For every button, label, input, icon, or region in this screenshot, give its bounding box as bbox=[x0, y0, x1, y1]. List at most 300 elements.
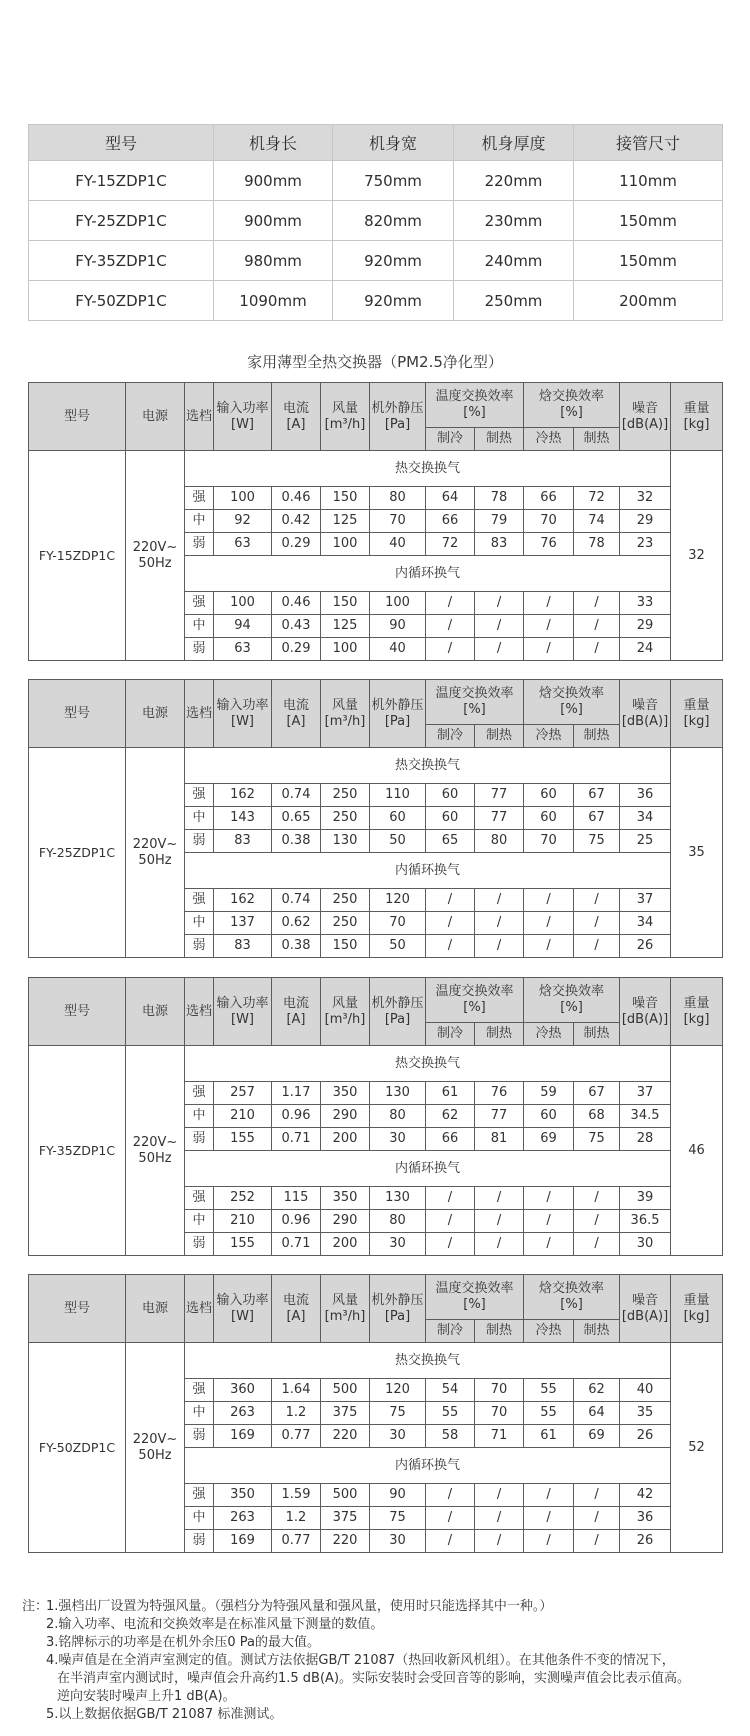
cell-line: 风量 bbox=[331, 995, 358, 1011]
mode-label-heat-exchange: 热交换换气 bbox=[185, 1343, 671, 1379]
dimension-header-row bbox=[29, 125, 723, 161]
airflow-cell: 500 bbox=[321, 1484, 370, 1507]
noise-cell: 40 bbox=[620, 1379, 671, 1402]
spec-header-row-1 bbox=[29, 383, 723, 428]
enthalpy-heating-cell: / bbox=[574, 1484, 620, 1507]
temp-heating-cell: / bbox=[475, 592, 524, 615]
header-static-pressure bbox=[370, 383, 426, 451]
enthalpy-heating-cell: 69 bbox=[574, 1425, 620, 1448]
enthalpy-cooling-cell: / bbox=[524, 1530, 574, 1553]
static-pressure-cell: 40 bbox=[370, 638, 426, 661]
header-enthalpy-efficiency bbox=[524, 383, 620, 428]
speed-cell: 弱 bbox=[185, 1128, 214, 1151]
static-pressure-cell: 60 bbox=[370, 807, 426, 830]
temp-cooling-cell: 60 bbox=[426, 784, 475, 807]
enthalpy-heating-cell: 67 bbox=[574, 1082, 620, 1105]
input-power-cell: 137 bbox=[214, 912, 272, 935]
current-cell: 0.29 bbox=[272, 638, 321, 661]
cell-line: [m³/h] bbox=[324, 1308, 366, 1324]
input-power-cell: 100 bbox=[214, 592, 272, 615]
airflow-cell: 250 bbox=[321, 784, 370, 807]
noise-cell: 37 bbox=[620, 1082, 671, 1105]
enthalpy-cooling-cell: / bbox=[524, 1507, 574, 1530]
static-pressure-cell: 30 bbox=[370, 1233, 426, 1256]
static-pressure-cell: 90 bbox=[370, 615, 426, 638]
enthalpy-cooling-cell: 61 bbox=[524, 1425, 574, 1448]
enthalpy-cooling-cell: 55 bbox=[524, 1402, 574, 1425]
noise-cell: 32 bbox=[620, 487, 671, 510]
cell-thickness: 240mm bbox=[454, 241, 574, 281]
enthalpy-heating-cell: 62 bbox=[574, 1379, 620, 1402]
cell-thickness: 220mm bbox=[454, 161, 574, 201]
cell-duct-size: 150mm bbox=[574, 241, 723, 281]
current-cell: 1.2 bbox=[272, 1402, 321, 1425]
cell-line: 重量 bbox=[683, 995, 710, 1011]
weight-cell: 35 bbox=[671, 748, 723, 958]
cell-line: [A] bbox=[286, 713, 306, 729]
header-enthalpy-heating: 制热 bbox=[574, 428, 620, 451]
cell-line: [dB(A)] bbox=[621, 1011, 669, 1027]
airflow-cell: 125 bbox=[321, 615, 370, 638]
input-power-cell: 94 bbox=[214, 615, 272, 638]
cell-thickness: 250mm bbox=[454, 281, 574, 321]
header-temp-cooling: 制冷 bbox=[426, 1023, 475, 1046]
noise-cell: 34 bbox=[620, 807, 671, 830]
note-line: 4.噪声值是在全消声室测定的值。测试方法依据GB/T 21087（热回收新风机组）。在其他条件不变的情况下， bbox=[46, 1653, 675, 1668]
temp-heating-cell: 80 bbox=[475, 830, 524, 853]
temp-heating-cell: / bbox=[475, 1530, 524, 1553]
input-power-cell: 169 bbox=[214, 1425, 272, 1448]
cell-duct-size: 110mm bbox=[574, 161, 723, 201]
current-cell: 0.74 bbox=[272, 889, 321, 912]
cell-line: 重量 bbox=[683, 697, 710, 713]
input-power-cell: 210 bbox=[214, 1105, 272, 1128]
temp-heating-cell: / bbox=[475, 1484, 524, 1507]
current-cell: 0.43 bbox=[272, 615, 321, 638]
static-pressure-cell: 70 bbox=[370, 510, 426, 533]
weight-cell: 52 bbox=[671, 1343, 723, 1553]
input-power-cell: 169 bbox=[214, 1530, 272, 1553]
static-pressure-cell: 80 bbox=[370, 487, 426, 510]
temp-cooling-cell: 60 bbox=[426, 807, 475, 830]
temp-cooling-cell: / bbox=[426, 1233, 475, 1256]
header-airflow bbox=[321, 1275, 370, 1343]
airflow-cell: 150 bbox=[321, 487, 370, 510]
enthalpy-cooling-cell: 60 bbox=[524, 807, 574, 830]
cell-line: 风量 bbox=[331, 697, 358, 713]
cell-line: [%] bbox=[560, 1297, 583, 1312]
airflow-cell: 130 bbox=[321, 830, 370, 853]
spec-header bbox=[29, 1275, 723, 1343]
input-power-cell: 100 bbox=[214, 487, 272, 510]
header-input-power bbox=[214, 978, 272, 1046]
header-speed: 选档 bbox=[185, 680, 214, 748]
note-line: 3.铭牌标示的功率是在机外余压0 Pa的最大值。 bbox=[46, 1635, 321, 1650]
enthalpy-cooling-cell: / bbox=[524, 592, 574, 615]
mode-row bbox=[29, 1046, 723, 1082]
enthalpy-heating-cell: / bbox=[574, 935, 620, 958]
airflow-cell: 250 bbox=[321, 912, 370, 935]
cell-thickness: 230mm bbox=[454, 201, 574, 241]
cell-line: 220V~ bbox=[132, 1431, 178, 1447]
enthalpy-cooling-cell: 59 bbox=[524, 1082, 574, 1105]
mode-label-heat-exchange: 热交换换气 bbox=[185, 1046, 671, 1082]
temp-heating-cell: 77 bbox=[475, 807, 524, 830]
header-thickness: 机身厚度 bbox=[454, 125, 574, 161]
airflow-cell: 200 bbox=[321, 1128, 370, 1151]
note-line: 1.强档出厂设置为特强风量。（强档分为特强风量和强风量，使用时只能选择其中一种。） bbox=[46, 1599, 553, 1614]
static-pressure-cell: 30 bbox=[370, 1530, 426, 1553]
enthalpy-cooling-cell: / bbox=[524, 1233, 574, 1256]
cell-model: FY-35ZDP1C bbox=[29, 241, 214, 281]
cell-model: FY-50ZDP1C bbox=[29, 281, 214, 321]
spec-table bbox=[28, 679, 723, 958]
model-cell: FY-25ZDP1C bbox=[29, 748, 126, 958]
cell-line: 噪音 bbox=[632, 697, 659, 713]
cell-line: 温度交换效率 bbox=[435, 686, 514, 701]
noise-cell: 37 bbox=[620, 889, 671, 912]
noise-cell: 26 bbox=[620, 1530, 671, 1553]
header-temp-heating: 制热 bbox=[475, 725, 524, 748]
power-supply-cell bbox=[126, 1343, 185, 1553]
cell-line: 重量 bbox=[683, 400, 710, 416]
cell-line: [W] bbox=[231, 1011, 254, 1027]
current-cell: 0.62 bbox=[272, 912, 321, 935]
header-noise bbox=[620, 1275, 671, 1343]
enthalpy-heating-cell: / bbox=[574, 1530, 620, 1553]
cell-line: 50Hz bbox=[138, 555, 172, 571]
model-cell: FY-15ZDP1C bbox=[29, 451, 126, 661]
header-input-power bbox=[214, 1275, 272, 1343]
static-pressure-cell: 90 bbox=[370, 1484, 426, 1507]
speed-cell: 强 bbox=[185, 784, 214, 807]
header-speed: 选档 bbox=[185, 1275, 214, 1343]
header-model: 型号 bbox=[29, 680, 126, 748]
noise-cell: 24 bbox=[620, 638, 671, 661]
static-pressure-cell: 40 bbox=[370, 533, 426, 556]
enthalpy-heating-cell: / bbox=[574, 889, 620, 912]
cell-line: 50Hz bbox=[138, 1150, 172, 1166]
header-noise bbox=[620, 680, 671, 748]
enthalpy-cooling-cell: 60 bbox=[524, 784, 574, 807]
cell-line: 焓交换效率 bbox=[539, 389, 605, 404]
enthalpy-cooling-cell: / bbox=[524, 1187, 574, 1210]
table-row bbox=[29, 281, 723, 321]
temp-heating-cell: / bbox=[475, 1507, 524, 1530]
temp-heating-cell: / bbox=[475, 638, 524, 661]
static-pressure-cell: 30 bbox=[370, 1128, 426, 1151]
header-temperature-efficiency bbox=[426, 680, 524, 725]
current-cell: 0.96 bbox=[272, 1105, 321, 1128]
cell-line: 重量 bbox=[683, 1292, 710, 1308]
mode-label-recirculation: 内循环换气 bbox=[185, 1151, 671, 1187]
static-pressure-cell: 50 bbox=[370, 935, 426, 958]
static-pressure-cell: 120 bbox=[370, 889, 426, 912]
header-temperature-efficiency bbox=[426, 383, 524, 428]
cell-line: 输入功率 bbox=[216, 697, 269, 713]
noise-cell: 34 bbox=[620, 912, 671, 935]
spec-body bbox=[29, 1343, 723, 1553]
current-cell: 0.29 bbox=[272, 533, 321, 556]
weight-cell: 32 bbox=[671, 451, 723, 661]
temp-cooling-cell: / bbox=[426, 1187, 475, 1210]
airflow-cell: 375 bbox=[321, 1507, 370, 1530]
cell-line: [m³/h] bbox=[324, 1011, 366, 1027]
cell-width: 920mm bbox=[333, 241, 454, 281]
temp-heating-cell: / bbox=[475, 889, 524, 912]
speed-cell: 强 bbox=[185, 1484, 214, 1507]
speed-cell: 中 bbox=[185, 912, 214, 935]
speed-cell: 强 bbox=[185, 1082, 214, 1105]
cell-line: 温度交换效率 bbox=[435, 389, 514, 404]
temp-cooling-cell: / bbox=[426, 889, 475, 912]
spec-body bbox=[29, 451, 723, 661]
enthalpy-cooling-cell: 70 bbox=[524, 510, 574, 533]
input-power-cell: 252 bbox=[214, 1187, 272, 1210]
enthalpy-heating-cell: / bbox=[574, 1233, 620, 1256]
airflow-cell: 350 bbox=[321, 1187, 370, 1210]
header-power-supply: 电源 bbox=[126, 383, 185, 451]
header-temp-cooling: 制冷 bbox=[426, 1320, 475, 1343]
noise-cell: 34.5 bbox=[620, 1105, 671, 1128]
input-power-cell: 83 bbox=[214, 935, 272, 958]
noise-cell: 30 bbox=[620, 1233, 671, 1256]
temp-heating-cell: 76 bbox=[475, 1082, 524, 1105]
static-pressure-cell: 75 bbox=[370, 1507, 426, 1530]
enthalpy-heating-cell: 75 bbox=[574, 1128, 620, 1151]
header-current bbox=[272, 978, 321, 1046]
model-cell: FY-50ZDP1C bbox=[29, 1343, 126, 1553]
noise-cell: 36 bbox=[620, 784, 671, 807]
temp-heating-cell: / bbox=[475, 935, 524, 958]
enthalpy-cooling-cell: / bbox=[524, 1210, 574, 1233]
header-airflow bbox=[321, 978, 370, 1046]
cell-width: 920mm bbox=[333, 281, 454, 321]
input-power-cell: 162 bbox=[214, 784, 272, 807]
enthalpy-heating-cell: 72 bbox=[574, 487, 620, 510]
cell-line: [W] bbox=[231, 416, 254, 432]
header-temp-heating: 制热 bbox=[475, 428, 524, 451]
mode-label-recirculation: 内循环换气 bbox=[185, 556, 671, 592]
spec-header-row-1 bbox=[29, 978, 723, 1023]
enthalpy-heating-cell: / bbox=[574, 1507, 620, 1530]
dimension-table bbox=[28, 124, 723, 321]
noise-cell: 42 bbox=[620, 1484, 671, 1507]
cell-line: 电流 bbox=[282, 1292, 309, 1308]
note-line: 在半消声室内测试时，噪声值会升高约1.5 dB(A)。实际安装时会受回音等的影响，实测噪声值会比表示值高。 bbox=[57, 1671, 691, 1686]
enthalpy-heating-cell: 78 bbox=[574, 533, 620, 556]
airflow-cell: 220 bbox=[321, 1530, 370, 1553]
airflow-cell: 150 bbox=[321, 935, 370, 958]
cell-line: 机外静压 bbox=[371, 995, 424, 1011]
enthalpy-cooling-cell: 69 bbox=[524, 1128, 574, 1151]
cell-duct-size: 200mm bbox=[574, 281, 723, 321]
speed-cell: 强 bbox=[185, 592, 214, 615]
table-row bbox=[29, 161, 723, 201]
cell-length: 980mm bbox=[214, 241, 333, 281]
enthalpy-heating-cell: / bbox=[574, 615, 620, 638]
temp-cooling-cell: 58 bbox=[426, 1425, 475, 1448]
temp-heating-cell: 78 bbox=[475, 487, 524, 510]
table-row bbox=[29, 241, 723, 281]
speed-cell: 中 bbox=[185, 510, 214, 533]
temp-cooling-cell: / bbox=[426, 615, 475, 638]
cell-line: [A] bbox=[286, 1011, 306, 1027]
cell-duct-size: 150mm bbox=[574, 201, 723, 241]
current-cell: 0.38 bbox=[272, 935, 321, 958]
input-power-cell: 263 bbox=[214, 1507, 272, 1530]
cell-line: 噪音 bbox=[632, 400, 659, 416]
enthalpy-cooling-cell: 76 bbox=[524, 533, 574, 556]
airflow-cell: 290 bbox=[321, 1105, 370, 1128]
enthalpy-heating-cell: 67 bbox=[574, 807, 620, 830]
current-cell: 0.42 bbox=[272, 510, 321, 533]
cell-model: FY-15ZDP1C bbox=[29, 161, 214, 201]
input-power-cell: 162 bbox=[214, 889, 272, 912]
temp-cooling-cell: / bbox=[426, 1507, 475, 1530]
cell-line: [Pa] bbox=[384, 713, 411, 729]
airflow-cell: 200 bbox=[321, 1233, 370, 1256]
header-model: 型号 bbox=[29, 1275, 126, 1343]
enthalpy-cooling-cell: / bbox=[524, 1484, 574, 1507]
input-power-cell: 155 bbox=[214, 1233, 272, 1256]
cell-line: 220V~ bbox=[132, 1134, 178, 1150]
cell-line: [%] bbox=[463, 702, 486, 717]
spec-body bbox=[29, 748, 723, 958]
header-current bbox=[272, 1275, 321, 1343]
static-pressure-cell: 100 bbox=[370, 592, 426, 615]
mode-label-recirculation: 内循环换气 bbox=[185, 1448, 671, 1484]
current-cell: 0.38 bbox=[272, 830, 321, 853]
temp-cooling-cell: 64 bbox=[426, 487, 475, 510]
mode-label-recirculation: 内循环换气 bbox=[185, 853, 671, 889]
speed-cell: 弱 bbox=[185, 830, 214, 853]
cell-line: 220V~ bbox=[132, 836, 178, 852]
header-speed: 选档 bbox=[185, 383, 214, 451]
header-width: 机身宽 bbox=[333, 125, 454, 161]
temp-cooling-cell: / bbox=[426, 1210, 475, 1233]
cell-line: [dB(A)] bbox=[621, 416, 669, 432]
mode-label-heat-exchange: 热交换换气 bbox=[185, 451, 671, 487]
table-row bbox=[29, 201, 723, 241]
cell-line: 机外静压 bbox=[371, 697, 424, 713]
cell-line: [kg] bbox=[683, 1308, 710, 1324]
speed-cell: 弱 bbox=[185, 935, 214, 958]
airflow-cell: 350 bbox=[321, 1082, 370, 1105]
spec-header-row-1 bbox=[29, 680, 723, 725]
airflow-cell: 220 bbox=[321, 1425, 370, 1448]
current-cell: 0.71 bbox=[272, 1128, 321, 1151]
airflow-cell: 100 bbox=[321, 638, 370, 661]
header-temp-heating: 制热 bbox=[475, 1023, 524, 1046]
spec-header bbox=[29, 978, 723, 1046]
cell-line: [W] bbox=[231, 1308, 254, 1324]
cell-line: [%] bbox=[560, 405, 583, 420]
cell-line: 风量 bbox=[331, 400, 358, 416]
cell-line: 50Hz bbox=[138, 852, 172, 868]
cell-line: [m³/h] bbox=[324, 416, 366, 432]
input-power-cell: 63 bbox=[214, 533, 272, 556]
temp-cooling-cell: 66 bbox=[426, 1128, 475, 1151]
speed-cell: 弱 bbox=[185, 638, 214, 661]
static-pressure-cell: 50 bbox=[370, 830, 426, 853]
temp-heating-cell: 70 bbox=[475, 1379, 524, 1402]
temp-cooling-cell: 65 bbox=[426, 830, 475, 853]
temp-heating-cell: 79 bbox=[475, 510, 524, 533]
speed-cell: 强 bbox=[185, 889, 214, 912]
header-power-supply: 电源 bbox=[126, 1275, 185, 1343]
enthalpy-cooling-cell: / bbox=[524, 889, 574, 912]
header-static-pressure bbox=[370, 978, 426, 1046]
enthalpy-heating-cell: / bbox=[574, 638, 620, 661]
header-temperature-efficiency bbox=[426, 1275, 524, 1320]
header-weight bbox=[671, 680, 723, 748]
temp-heating-cell: 70 bbox=[475, 1402, 524, 1425]
header-model: 型号 bbox=[29, 383, 126, 451]
header-enthalpy-heating: 制热 bbox=[574, 725, 620, 748]
cell-line: 焓交换效率 bbox=[539, 1281, 605, 1296]
header-speed: 选档 bbox=[185, 978, 214, 1046]
header-enthalpy-cooling: 冷热 bbox=[524, 1320, 574, 1343]
spec-header bbox=[29, 680, 723, 748]
temp-cooling-cell: / bbox=[426, 1484, 475, 1507]
enthalpy-heating-cell: 68 bbox=[574, 1105, 620, 1128]
header-temp-heating: 制热 bbox=[475, 1320, 524, 1343]
header-weight bbox=[671, 978, 723, 1046]
notes-prefix: 注： bbox=[22, 1599, 49, 1614]
cell-line: 输入功率 bbox=[216, 400, 269, 416]
temp-heating-cell: / bbox=[475, 1187, 524, 1210]
header-airflow bbox=[321, 383, 370, 451]
noise-cell: 25 bbox=[620, 830, 671, 853]
header-current bbox=[272, 383, 321, 451]
cell-line: [m³/h] bbox=[324, 713, 366, 729]
temp-heating-cell: 77 bbox=[475, 784, 524, 807]
model-cell: FY-35ZDP1C bbox=[29, 1046, 126, 1256]
header-input-power bbox=[214, 680, 272, 748]
temp-heating-cell: / bbox=[475, 1210, 524, 1233]
cell-line: [Pa] bbox=[384, 416, 411, 432]
footnotes bbox=[0, 1598, 750, 1728]
current-cell: 1.59 bbox=[272, 1484, 321, 1507]
speed-cell: 中 bbox=[185, 615, 214, 638]
cell-line: 噪音 bbox=[632, 1292, 659, 1308]
cell-width: 750mm bbox=[333, 161, 454, 201]
speed-cell: 弱 bbox=[185, 533, 214, 556]
cell-line: 电流 bbox=[282, 400, 309, 416]
input-power-cell: 350 bbox=[214, 1484, 272, 1507]
speed-cell: 中 bbox=[185, 807, 214, 830]
speed-cell: 弱 bbox=[185, 1530, 214, 1553]
header-enthalpy-efficiency bbox=[524, 680, 620, 725]
header-temp-cooling: 制冷 bbox=[426, 725, 475, 748]
header-length: 机身长 bbox=[214, 125, 333, 161]
spec-table bbox=[28, 1274, 723, 1553]
header-enthalpy-cooling: 冷热 bbox=[524, 1023, 574, 1046]
cell-line: 电流 bbox=[282, 697, 309, 713]
current-cell: 0.65 bbox=[272, 807, 321, 830]
cell-line: [dB(A)] bbox=[621, 1308, 669, 1324]
current-cell: 0.77 bbox=[272, 1425, 321, 1448]
header-enthalpy-cooling: 冷热 bbox=[524, 725, 574, 748]
cell-line: [%] bbox=[560, 702, 583, 717]
temp-cooling-cell: 72 bbox=[426, 533, 475, 556]
cell-line: 220V~ bbox=[132, 539, 178, 555]
noise-cell: 23 bbox=[620, 533, 671, 556]
enthalpy-cooling-cell: 55 bbox=[524, 1379, 574, 1402]
current-cell: 0.46 bbox=[272, 487, 321, 510]
cell-line: 输入功率 bbox=[216, 1292, 269, 1308]
